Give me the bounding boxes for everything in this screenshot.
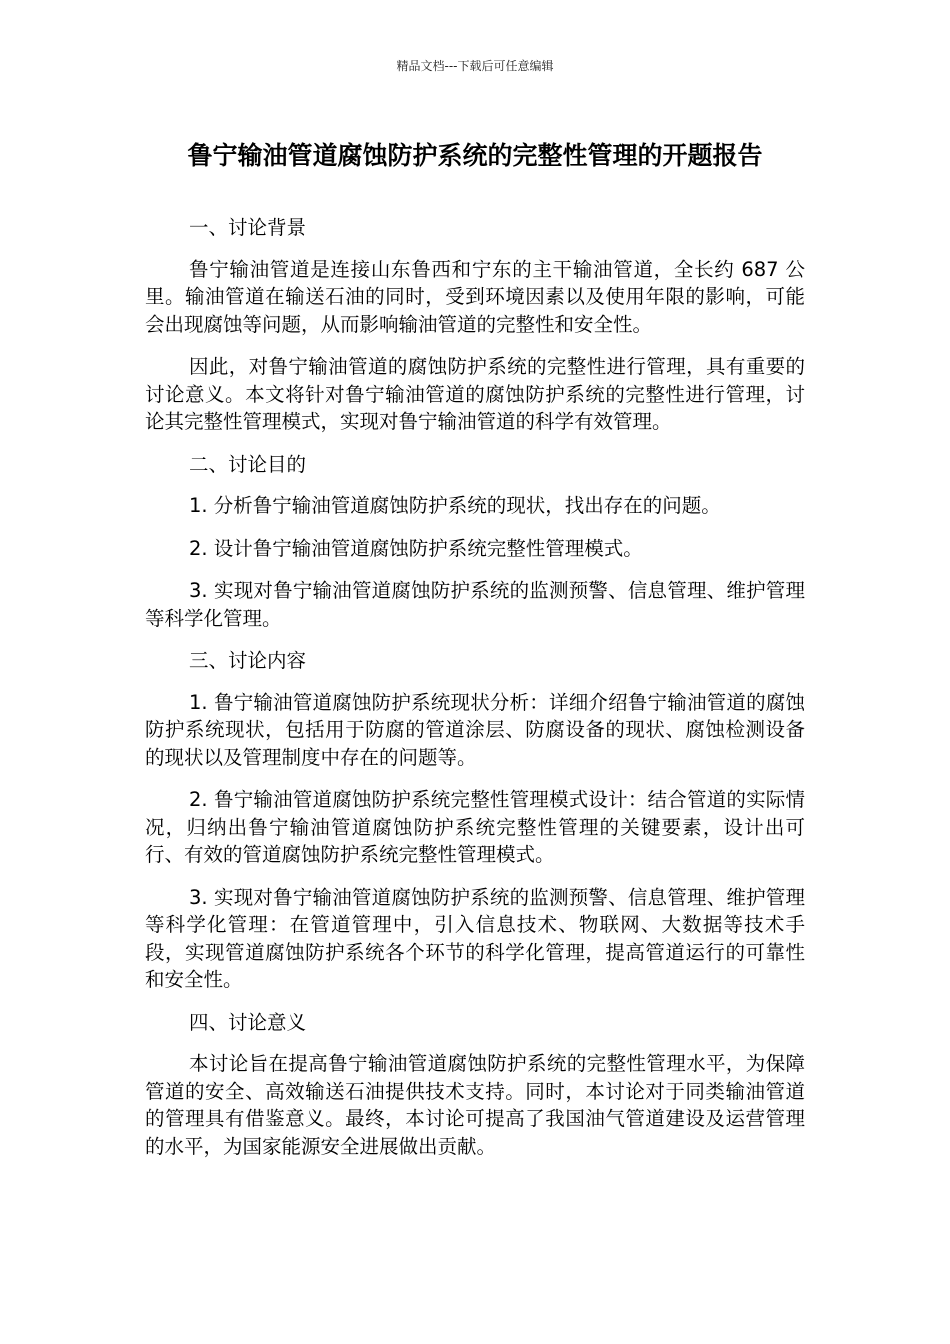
content-item-3: 3. 实现对鲁宁输油管道腐蚀防护系统的监测预警、信息管理、维护管理等科学化管理：在管道管理中，引入信息技术、物联网、大数据等技术手段，实现管道腐蚀防护系统各个环节的科学化管理，提高管道运行的可靠性和安全性。	[145, 885, 805, 991]
content-item-1: 1. 鲁宁输油管道腐蚀防护系统现状分析：详细介绍鲁宁输油管道的腐蚀防护系统现状，包括用于防腐的管道涂层、防腐设备的现状、腐蚀检测设备的现状以及管理制度中存在的问题等。	[145, 690, 805, 769]
purpose-item-3: 3. 实现对鲁宁输油管道腐蚀防护系统的监测预警、信息管理、维护管理等科学化管理。	[145, 579, 805, 630]
background-paragraph-1: 鲁宁输油管道是连接山东鲁西和宁东的主干输油管道，全长约 687 公里。输油管道在输送石油的同时，受到环境因素以及使用年限的影响，可能会出现腐蚀等问题，从而影响输油管道的完整性和安全性。	[145, 257, 805, 336]
significance-paragraph: 本讨论旨在提高鲁宁输油管道腐蚀防护系统的完整性管理水平，为保障管道的安全、高效输送石油提供技术支持。同时，本讨论对于同类输油管道的管理具有借鉴意义。最终，本讨论可提高了我国油气管道建设及运营管理的水平，为国家能源安全进展做出贡献。	[145, 1052, 805, 1158]
document-title: 鲁宁输油管道腐蚀防护系统的完整性管理的开题报告	[187, 141, 763, 170]
section-heading-purpose: 二、讨论目的	[189, 452, 307, 476]
page-header: 精品文档---下载后可任意编辑	[396, 59, 554, 73]
purpose-item-2: 2. 设计鲁宁输油管道腐蚀防护系统完整性管理模式。	[189, 536, 643, 560]
document-body	[145, 214, 805, 1175]
background-paragraph-2: 因此，对鲁宁输油管道的腐蚀防护系统的完整性进行管理，具有重要的讨论意义。本文将针对鲁宁输油管道的腐蚀防护系统的完整性进行管理，讨论其完整性管理模式，实现对鲁宁输油管道的科学有效管理。	[145, 355, 805, 433]
section-heading-content: 三、讨论内容	[189, 649, 307, 672]
section-heading-background: 一、讨论背景	[189, 216, 307, 239]
purpose-item-1: 1. 分析鲁宁输油管道腐蚀防护系统的现状，找出存在的问题。	[189, 494, 721, 517]
content-item-2: 2. 鲁宁输油管道腐蚀防护系统完整性管理模式设计：结合管道的实际情况，归纳出鲁宁输油管道腐蚀防护系统完整性管理的关键要素，设计出可行、有效的管道腐蚀防护系统完整性管理模式。	[145, 788, 805, 866]
section-heading-significance: 四、讨论意义	[189, 1010, 307, 1034]
